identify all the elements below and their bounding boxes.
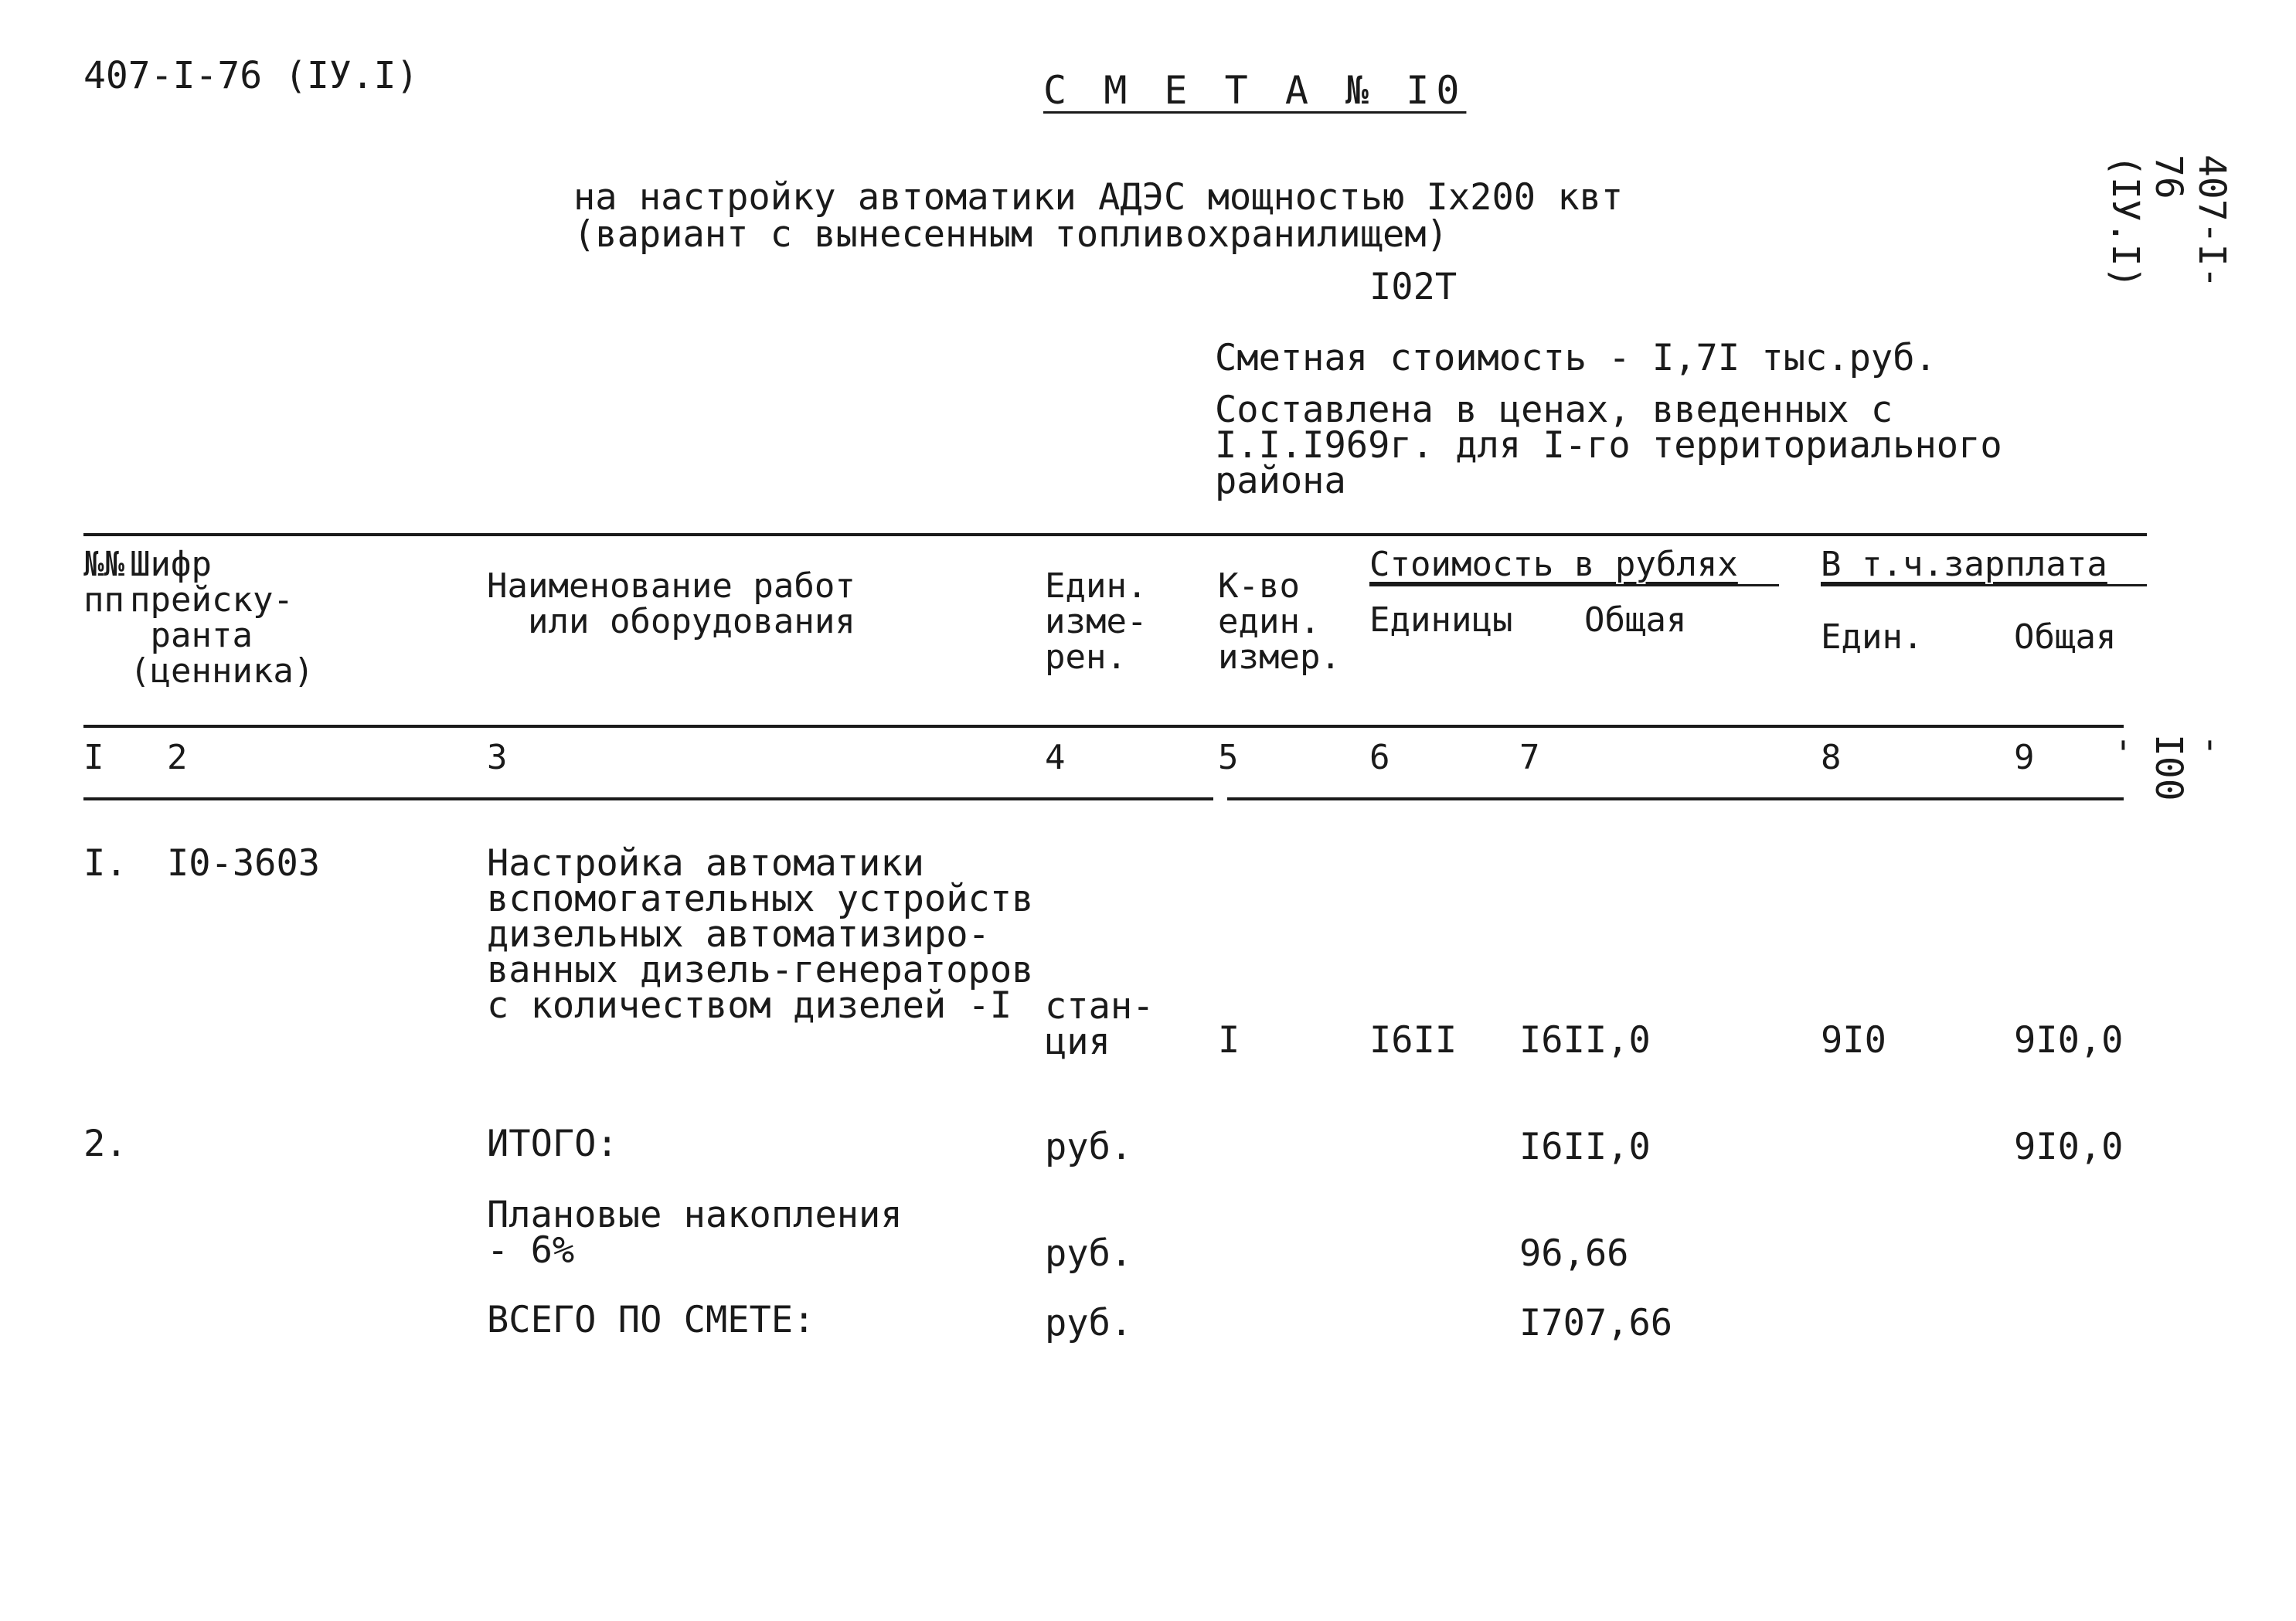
row-unit: руб.: [1045, 1302, 1133, 1344]
colnum-rule-left: [83, 797, 1213, 800]
row-name: Настройка автоматики вспомогательных устройств дизельных автоматизиро- ванных дизель-генераторов с количеством дизелей -I: [487, 842, 1034, 1027]
column-number: I: [83, 738, 104, 777]
row-total-cost: 96,66: [1519, 1232, 1629, 1275]
cost-group-rule: [1369, 584, 1779, 586]
header-salary-group: В т.ч.зарплата: [1821, 545, 2107, 584]
header-salary-unit: Един.: [1821, 617, 1924, 657]
header-quantity: К-во един. измер.: [1218, 566, 1341, 677]
header-cost-unit: Единицы: [1369, 600, 1513, 640]
header-bottom-rule: [83, 725, 2124, 728]
row-number: I.: [83, 842, 128, 885]
row-total-cost: I707,66: [1519, 1302, 1673, 1344]
header-unit: Един. изме- рен.: [1045, 566, 1148, 677]
row-name: Плановые накопления - 6%: [487, 1194, 903, 1272]
header-cost-group: Стоимость в рублях: [1369, 545, 1738, 584]
column-number: 6: [1369, 738, 1390, 777]
prices-note: [1215, 389, 2002, 502]
header-cost-total: Общая: [1584, 600, 1687, 640]
header-price-code: Шифр прейску- ранта (ценника): [130, 545, 315, 691]
row-unit: стан- ция: [1045, 985, 1155, 1063]
column-number: 7: [1519, 738, 1540, 777]
subtitle-line-1: на настройку автоматики АДЭС мощностью Iх200 квт: [573, 176, 1624, 219]
side-document-code: 407-I-76 (IУ.I): [2104, 155, 2233, 289]
row-price-code: I0-3603: [167, 842, 321, 885]
column-number: 5: [1218, 738, 1239, 777]
row-name: ИТОГО:: [487, 1123, 618, 1165]
estimate-cost: Сметная стоимость - I,7I тыс.руб.: [1215, 337, 1937, 379]
row-unit-salary: 9I0: [1821, 1019, 1886, 1062]
row-total-cost: I6II,0: [1519, 1019, 1651, 1062]
header-name: Наименование работ или оборудования: [487, 566, 855, 641]
prices-note-line-2: I.I.I969г. для I-го территориального: [1215, 424, 2002, 467]
document-code: 407-I-76 (IУ.I): [83, 54, 419, 97]
header-row-number: №№ пп: [83, 545, 124, 620]
row-quantity: I: [1218, 1019, 1240, 1062]
row-total-salary: 9I0,0: [2014, 1126, 2124, 1168]
page-number: - I00 -: [2104, 734, 2233, 801]
row-unit-cost: I6II: [1369, 1019, 1458, 1062]
column-number: 8: [1821, 738, 1842, 777]
row-total-cost: I6II,0: [1519, 1126, 1651, 1168]
column-number: 2: [167, 738, 188, 777]
row-unit: руб.: [1045, 1126, 1133, 1168]
column-number: 4: [1045, 738, 1066, 777]
prices-note-line-1: Составлена в ценах, введенных с: [1215, 389, 1893, 431]
document-title: С М Е Т А № I0: [1043, 68, 1467, 113]
row-total-salary: 9I0,0: [2014, 1019, 2124, 1062]
subtitle-line-2: (вариант с вынесенным топливохранилищем): [573, 213, 1448, 256]
document-index: I02Т: [1369, 266, 1458, 308]
header-salary-total: Общая: [2014, 617, 2117, 657]
row-unit: руб.: [1045, 1232, 1133, 1275]
salary-group-rule: [1821, 584, 2147, 586]
row-name: ВСЕГО ПО СМЕТЕ:: [487, 1299, 815, 1341]
column-number: 3: [487, 738, 508, 777]
table-top-rule: [83, 533, 2147, 536]
prices-note-line-3: района: [1215, 460, 1346, 502]
colnum-rule-right: [1227, 797, 2124, 800]
column-number: 9: [2014, 738, 2035, 777]
row-number: 2.: [83, 1123, 128, 1165]
